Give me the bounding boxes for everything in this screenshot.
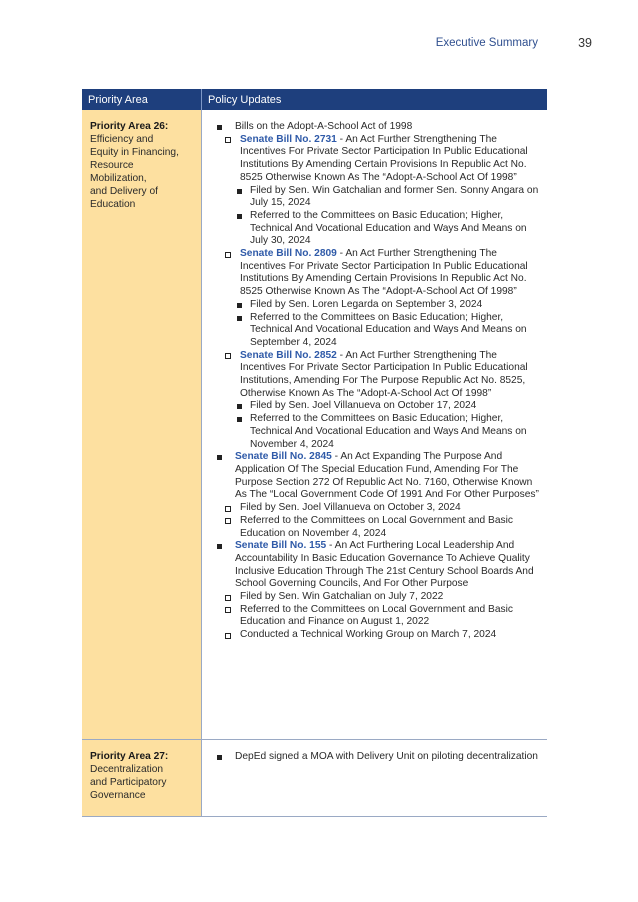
sub-sub-list xyxy=(232,400,539,451)
list-item xyxy=(221,604,539,629)
bill-title: - An Act Furthering Local Leadership And Accountability In Basic Education Governance To Achieve Quality Inclusive Education Through The 21st Century School Boards And School Governing Councils, And For Other Purpose xyxy=(235,540,534,590)
bill-title: - An Act Further Strengthening The Incentives For Private Sector Participation In Public Educational Institutions By Amending Certain Provisions In Republic Act No. 8525 Otherwise Known As The “Adopt-A-School Act Of 1998” xyxy=(240,133,528,183)
list-item-text: Referred to the Committees on Local Government and Basic Education and Finance on August 1, 2022 xyxy=(240,603,513,628)
list-item-text: Conducted a Technical Working Group on March 7, 2024 xyxy=(240,629,497,641)
list-item-text: Referred to the Committees on Basic Education; Higher, Technical And Vocational Education and Ways And Means on September 4, 2024 xyxy=(250,311,527,348)
priority-area-cell xyxy=(82,740,202,816)
sub-sub-list xyxy=(232,299,539,350)
section-title: Executive Summary xyxy=(435,37,538,49)
policy-updates-cell xyxy=(202,740,547,816)
square-bullet-icon xyxy=(237,316,242,321)
square-bullet-icon xyxy=(237,189,242,194)
list-item-adopt-a-school-bills xyxy=(202,121,539,451)
table-row-priority-area-26 xyxy=(82,110,547,740)
list-item-text: Referred to the Committees on Local Government and Basic Education on November 4, 2024 xyxy=(240,514,513,539)
list-item-text: Filed by Sen. Joel Villanueva on October 17, 2024 xyxy=(250,400,477,412)
hollow-square-bullet-icon xyxy=(225,633,231,639)
list-item xyxy=(221,502,539,515)
table-header xyxy=(82,89,547,110)
list-item-text: Filed by Sen. Loren Legarda on September 3, 2024 xyxy=(250,298,483,310)
list-item-sb-2852 xyxy=(221,350,539,452)
list-item xyxy=(232,185,539,210)
list-item-text: DepEd signed a MOA with Delivery Unit on piloting decentralization xyxy=(235,751,538,762)
hollow-square-bullet-icon xyxy=(225,506,231,512)
page-number: 39 xyxy=(578,36,592,50)
policy-table xyxy=(82,89,547,817)
sub-list xyxy=(221,591,539,642)
bill-reference: Senate Bill No. 2852 xyxy=(240,349,337,361)
list-item-text: Filed by Sen. Win Gatchalian and former Sen. Sonny Angara on July 15, 2024 xyxy=(250,184,539,209)
column-header-priority-area: Priority Area xyxy=(82,89,202,110)
sub-sub-list xyxy=(232,185,539,249)
list-item-text: Bills on the Adopt-A-School Act of 1998 xyxy=(235,121,413,132)
priority-area-description: Efficiency and Equity in Financing, Resource Mobilization, and Delivery of Education xyxy=(90,134,179,210)
list-item-text: Referred to the Committees on Basic Education; Higher, Technical And Vocational Education and Ways And Means on July 30, 2024 xyxy=(250,209,527,247)
priority-area-description: Decentralization and Participatory Governance xyxy=(90,764,167,801)
list-item xyxy=(232,299,539,312)
list-item-sb-2731 xyxy=(221,134,539,248)
bill-reference: Senate Bill No. 2845 xyxy=(235,451,332,463)
bill-title: - An Act Expanding The Purpose And Application Of The Special Education Fund, Amending For The Purpose Section 272 Of Republic Act No. 7160, Otherwise Known As The “Local Government Code Of 1991 And For Other Purposes” xyxy=(235,451,539,501)
list-item xyxy=(232,413,539,451)
list-item-sb-2809 xyxy=(221,248,539,350)
square-bullet-icon xyxy=(237,417,242,422)
list-item-sb-155 xyxy=(202,540,539,642)
list-item xyxy=(221,629,539,642)
list-item xyxy=(202,751,539,764)
list-item xyxy=(232,312,539,350)
square-bullet-icon xyxy=(237,214,242,219)
list-item xyxy=(221,591,539,604)
bill-title: - An Act Further Strengthening The Incentives For Private Sector Participation In Public Educational Institutions, Amending For The Purpose Republic Act No. 8525, Otherwise Known As The “Adopt-A-School Act Of 1998” xyxy=(240,349,528,399)
policy-list xyxy=(202,751,539,764)
bill-title: - An Act Further Strengthening The Incentives For Private Sector Participation In Public Educational Institutions By Amending Certain Provisions In Republic Act No. 8525 Otherwise Known As The “Adopt-A-School Act Of 1998” xyxy=(240,248,528,298)
bill-reference: Senate Bill No. 2809 xyxy=(240,248,337,260)
bill-reference: Senate Bill No. 155 xyxy=(235,540,327,552)
square-bullet-icon xyxy=(237,404,242,409)
policy-list xyxy=(202,121,539,642)
list-item-text: Filed by Sen. Joel Villanueva on October 3, 2024 xyxy=(240,502,461,514)
list-item xyxy=(232,400,539,413)
square-bullet-icon xyxy=(217,755,222,760)
square-bullet-icon xyxy=(217,544,222,549)
hollow-square-bullet-icon xyxy=(225,595,231,601)
priority-area-title: Priority Area 27: xyxy=(90,751,169,762)
list-item-text: Filed by Sen. Win Gatchalian on July 7, 2022 xyxy=(240,591,444,603)
list-item xyxy=(232,210,539,248)
hollow-square-bullet-icon xyxy=(225,252,231,258)
table-row-priority-area-27 xyxy=(82,740,547,817)
sub-list xyxy=(221,134,539,452)
hollow-square-bullet-icon xyxy=(225,137,231,143)
column-header-policy-updates: Policy Updates xyxy=(208,94,282,106)
list-item xyxy=(221,515,539,540)
priority-area-title: Priority Area 26: xyxy=(90,121,169,132)
sub-list xyxy=(221,502,539,540)
square-bullet-icon xyxy=(217,125,222,130)
running-header xyxy=(0,36,638,52)
policy-updates-cell xyxy=(202,110,547,739)
hollow-square-bullet-icon xyxy=(225,607,231,613)
bill-reference: Senate Bill No. 2731 xyxy=(240,133,337,145)
hollow-square-bullet-icon xyxy=(225,353,231,359)
list-item-sb-2845 xyxy=(202,451,539,540)
square-bullet-icon xyxy=(217,455,222,460)
square-bullet-icon xyxy=(237,303,242,308)
list-item-text: Referred to the Committees on Basic Education; Higher, Technical And Vocational Education and Ways And Means on November 4, 2024 xyxy=(250,413,527,450)
hollow-square-bullet-icon xyxy=(225,518,231,524)
priority-area-cell xyxy=(82,110,202,739)
